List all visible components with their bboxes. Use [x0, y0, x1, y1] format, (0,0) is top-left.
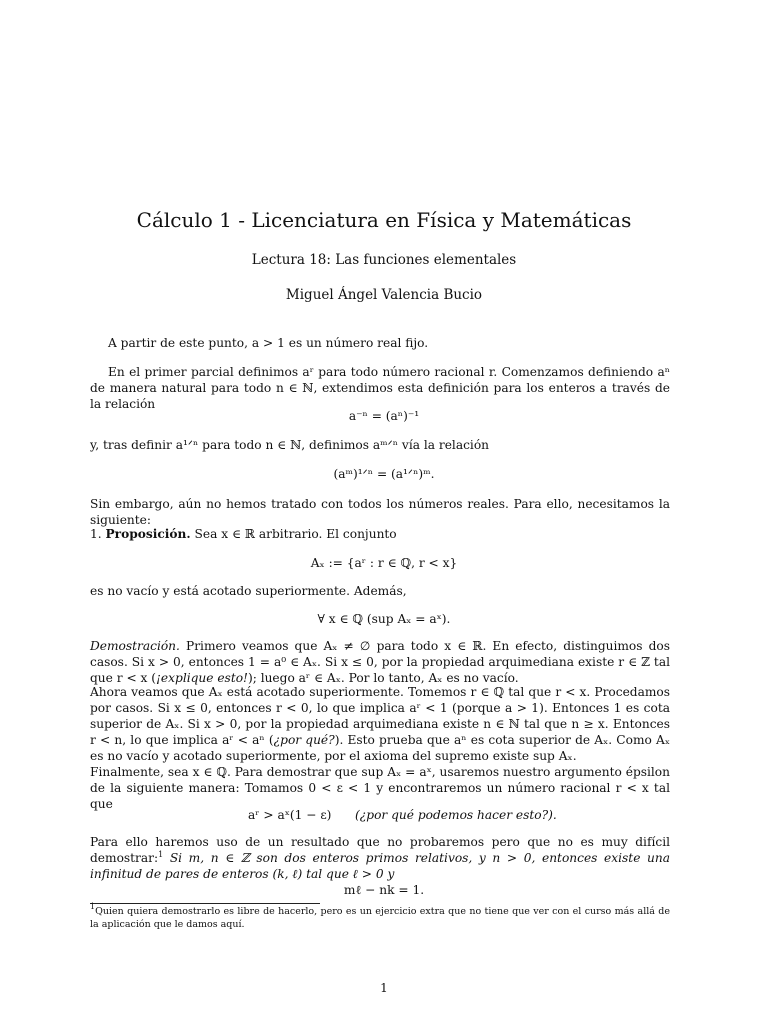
proof-exclamation: ¡explique esto! — [156, 671, 248, 685]
coprime-paragraph — [90, 834, 670, 882]
transition-paragraph: Sin embargo, aún no hemos tratado con todos los números reales. Para ello, necesitamos la siguiente: — [90, 497, 670, 527]
coprime-text: Para ello haremos uso de un resultado que no probaremos pero que no es muy difícil demostrar: — [90, 835, 670, 865]
footnote-reference: 1 — [158, 850, 164, 859]
definition-paragraph: En el primer parcial definimos aʳ para todo número racional r. Comenzamos definiendo aⁿ de manera natural para todo n ∈ ℕ, extendimos esta definición para los enteros a través de la relación — [90, 365, 670, 411]
equation-rational-exponent: (aᵐ)¹ᐟⁿ = (a¹ᐟⁿ)ᵐ. — [333, 467, 435, 481]
equation-bezout: mℓ − nk = 1. — [343, 883, 425, 897]
equation-set-definition: Aₓ := {aʳ : r ∈ ℚ, r < x} — [310, 556, 458, 570]
proof-question: ¿por qué? — [273, 733, 335, 747]
intro-paragraph: A partir de este punto, a > 1 es un número real fijo. — [108, 336, 429, 350]
bounded-paragraph: es no vacío y está acotado superiormente. Además, — [90, 584, 407, 598]
coprime-statement: Si m, n ∈ ℤ son dos enteros primos relativos, y n > 0, entonces existe una infinitud de pares de enteros (k, ℓ) tal que ℓ > 0 y — [90, 851, 670, 881]
proposition-text: Sea x ∈ ℝ arbitrario. El conjunto — [194, 527, 397, 541]
proof-part-2 — [90, 684, 670, 764]
proposition — [90, 526, 670, 542]
proposition-label: Proposición. — [105, 527, 191, 541]
proof-part-1 — [90, 638, 670, 686]
footnote-text: Quien quiera demostrarlo es libre de hacerlo, pero es un ejercicio extra que no tiene que ver con el curso más allá de la aplicación que le damos aquí. — [90, 906, 670, 930]
proof-text-2-end: ). Esto prueba que aⁿ es cota superior de Aₓ. Como Aₓ es no vacío y acotado superiormente, por el axioma del supremo existe sup Aₓ. — [90, 733, 670, 763]
proof-text-1: Primero veamos que Aₓ ≠ ∅ para todo x ∈ ℝ. En efecto, distinguimos dos casos. Si x > 0, entonces 1 = a⁰ ∈ Aₓ. Si x ≤ 0, por la propiedad arquimediana existe r ∈ ℤ tal que r < x ( — [90, 639, 670, 685]
equation-negative-exponent: a⁻ⁿ = (aⁿ)⁻¹ — [348, 409, 420, 423]
footnote-mark: 1 — [90, 902, 96, 911]
proposition-number: 1. — [90, 527, 102, 541]
equation-epsilon-remark: (¿por qué podemos hacer esto?). — [355, 808, 557, 822]
equation-epsilon-formula: aʳ > aˣ(1 − ε) — [248, 808, 332, 822]
equation-supremum: ∀ x ∈ ℚ (sup Aₓ = aˣ). — [317, 612, 451, 626]
proof-text-2: Ahora veamos que Aₓ está acotado superiormente. Tomemos r ∈ ℚ tal que r < x. Procedamos por casos. Si x ≤ 0, entonces r < 0, lo que implica aʳ < 1 (porque a > 1). Entonces 1 es cota superior de Aₓ. Si x > 0, por la propiedad arquimediana existe n ∈ ℕ tal que n ≥ x. Entonces r < n, lo que implica aʳ < aⁿ ( — [90, 685, 670, 747]
proof-text-1-end: ); luego aʳ ∈ Aₓ. Por lo tanto, Aₓ es no vacío. — [247, 671, 519, 685]
rational-exponent-paragraph: y, tras definir a¹ᐟⁿ para todo n ∈ ℕ, definimos aᵐᐟⁿ vía la relación — [90, 438, 490, 452]
proof-part-3: Finalmente, sea x ∈ ℚ. Para demostrar que sup Aₓ = aˣ, usaremos nuestro argumento épsilon de la siguiente manera: Tomamos 0 < ε < 1 y encontraremos un número racional r < x tal que — [90, 765, 670, 811]
proof-label: Demostración. — [90, 639, 180, 653]
author-name: Miguel Ángel Valencia Bucio — [285, 287, 483, 303]
footnote-divider — [90, 903, 320, 904]
document-title: Cálculo 1 - Licenciatura en Física y Matemáticas — [136, 208, 632, 232]
page-number: 1 — [380, 981, 388, 995]
footnote — [90, 902, 670, 931]
lecture-subtitle: Lectura 18: Las funciones elementales — [251, 252, 517, 268]
